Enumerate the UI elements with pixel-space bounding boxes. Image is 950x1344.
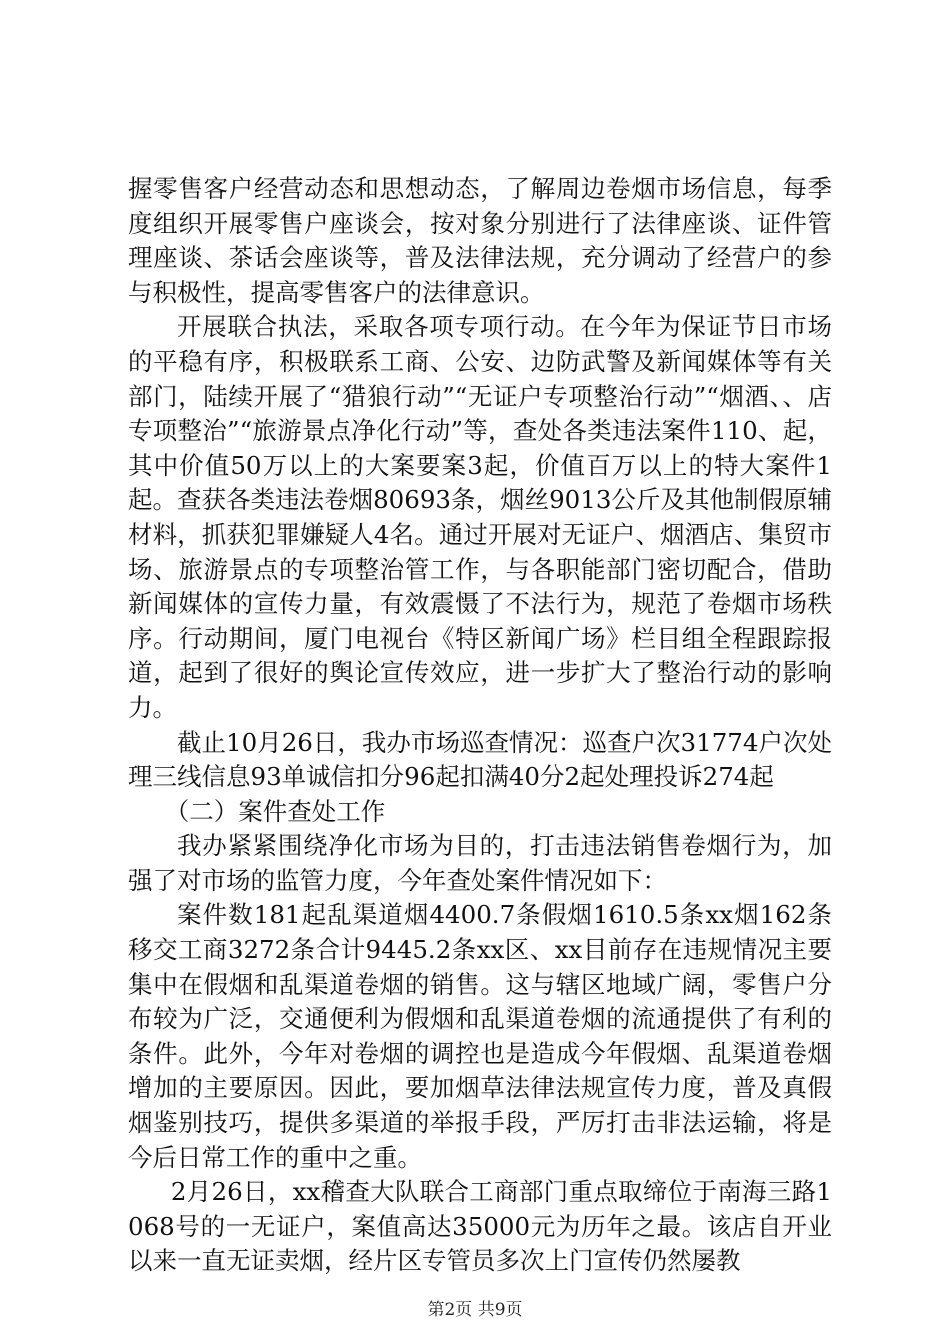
paragraph-joint-enforcement: 开展联合执法，采取各项专项行动。在今年为保证节日市场的平稳有序，积极联系工商、公安、边防武警及新闻媒体等有关部门，陆续开展了“猎狼行动”“无证户专项整治行动”“烟酒、、店专项整治”“旅游景点净化行动”等，查处各类违法案件110、起，其中价值50万以上的大案要案3起，价值百万以上的特大案件1起。查获各类违法卷烟80693条，烟丝9013公斤及其他制假原辅材料，抓获犯罪嫌疑人4名。通过开展对无证户、烟酒店、集贸市场、旅游景点的专项整治管工作，与各职能部门密切配合，借助新闻媒体的宣传力量，有效震慑了不法行为，规范了卷烟市场秩序。行动期间，厦门电视台《特区新闻广场》栏目组全程跟踪报道，起到了很好的舆论宣传效应，进一步扩大了整治行动的影响力。 xyxy=(128,312,832,722)
page-footer: 第2页 共9页 xyxy=(427,1300,523,1320)
paragraph-market-inspection: 截止10月26日，我办市场巡查情况：巡查户次31774户次处理三线信息93单诚信扣分96起扣满40分2起处理投诉274起 xyxy=(128,727,832,792)
document-body xyxy=(128,172,832,1279)
paragraph-case-statistics: 案件数181起乱渠道烟4400.7条假烟1610.5条xx烟162条移交工商3272条合计9445.2条xx区、xx目前存在违规情况主要集中在假烟和乱渠道卷烟的销售。这与辖区地域广阔，零售户分布较为广泛，交通便利为假烟和乱渠道卷烟的流通提供了有利的条件。此外，今年对卷烟的调控也是造成今年假烟、乱渠道卷烟增加的主要原因。因此，要加烟草法律法规宣传力度，普及真假烟鉴别技巧，提供多渠道的举报手段，严厉打击非法运输，将是今后日常工作的重中之重。 xyxy=(128,900,832,1172)
section-heading-case-handling: （二）案件查处工作 xyxy=(164,796,386,826)
paragraph-feb-case: 2月26日，xx稽查大队联合工商部门重点取缔位于南海三路1068号的一无证户，案值高达35000元为历年之最。该店自开业以来一直无证卖烟，经片区专管员多次上门宣传仍然屡教 xyxy=(128,1177,832,1276)
paragraph-case-intro: 我办紧紧围绕净化市场为目的，打击违法销售卷烟行为，加强了对市场的监管力度，今年查处案件情况如下： xyxy=(128,831,832,895)
paragraph-continuation: 握零售客户经营动态和思想动态，了解周边卷烟市场信息，每季度组织开展零售户座谈会，按对象分别进行了法律座谈、证件管理座谈、茶话会座谈等，普及法律法规，充分调动了经营户的参与积极性，提高零售客户的法律意识。 xyxy=(128,174,832,307)
